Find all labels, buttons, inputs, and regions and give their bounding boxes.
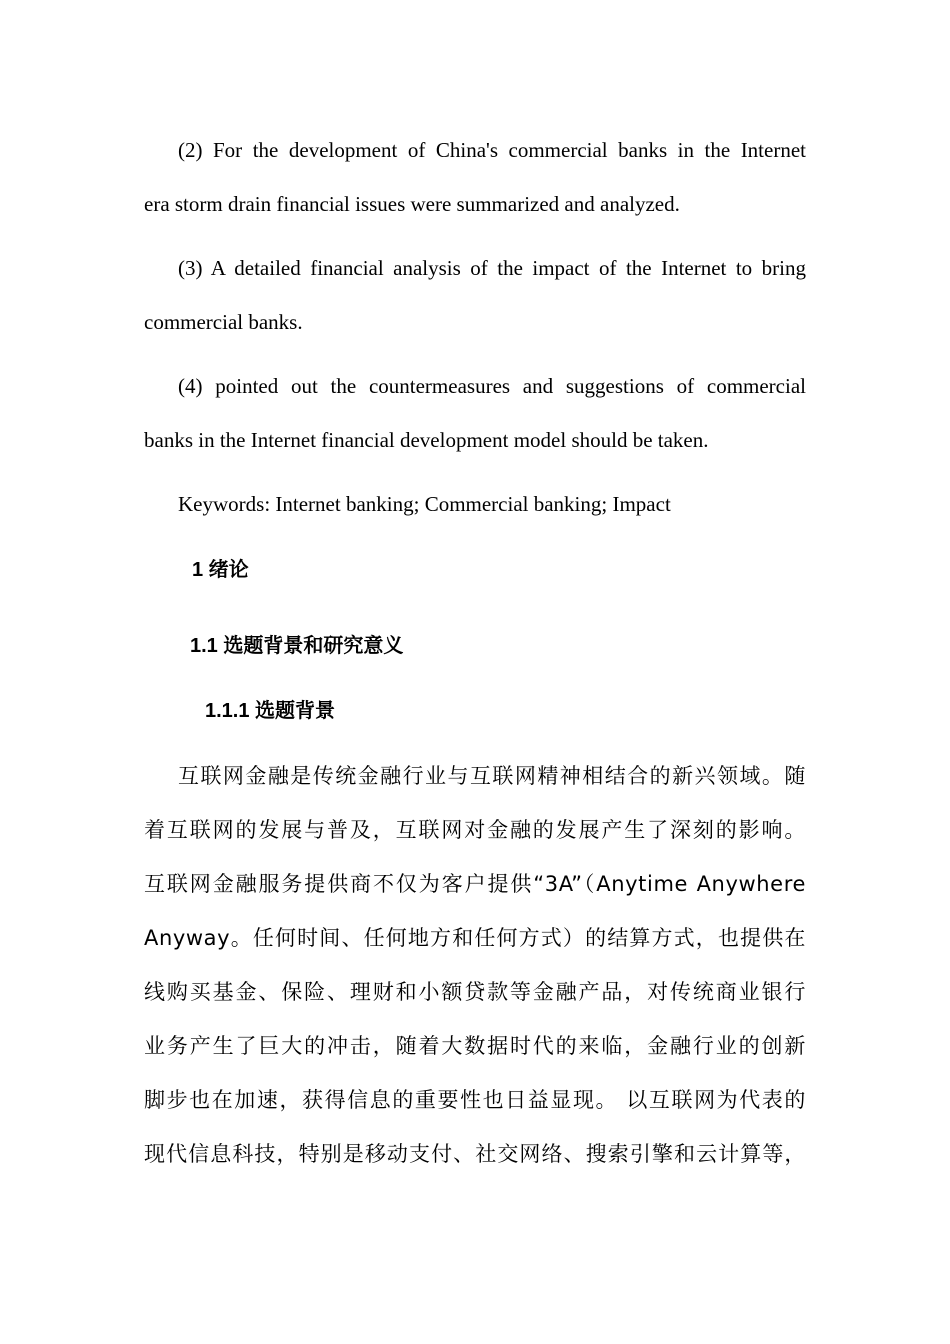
body-line-1: 互联网金融是传统金融行业与互联网精神相结合的新兴领域。随	[178, 764, 806, 788]
body-line-4: Anyway。任何时间、任何地方和任何方式）的结算方式，也提供在	[144, 926, 806, 950]
body-line-8: 现代信息科技，特别是移动支付、社交网络、搜索引擎和云计算等，	[144, 1142, 806, 1166]
paragraph-2-line-1: (2) For the development of China's commercial banks in the Internet	[178, 138, 806, 162]
body-line-7: 脚步也在加速，获得信息的重要性也日益显现。 以互联网为代表的	[144, 1088, 806, 1112]
paragraph-3-line-1: (3) A detailed financial analysis of the impact of the Internet to bring	[178, 256, 806, 280]
keywords: Keywords: Internet banking; Commercial banking; Impact	[178, 492, 671, 516]
body-line-5: 线购买基金、保险、理财和小额贷款等金融产品，对传统商业银行	[144, 980, 806, 1004]
body-line-2: 着互联网的发展与普及，互联网对金融的发展产生了深刻的影响。	[144, 818, 806, 842]
heading-1-1: 1.1 选题背景和研究意义	[190, 635, 404, 657]
paragraph-4-line-2: banks in the Internet financial development model should be taken.	[144, 428, 709, 452]
body-line-6: 业务产生了巨大的冲击，随着大数据时代的来临，金融行业的创新	[144, 1034, 806, 1058]
heading-1: 1 绪论	[192, 559, 249, 581]
heading-1-1-1: 1.1.1 选题背景	[205, 700, 336, 722]
body-line-3: 互联网金融服务提供商不仅为客户提供“3A”（Anytime Anywhere	[144, 872, 806, 896]
paragraph-3-line-2: commercial banks.	[144, 310, 303, 334]
paragraph-4-line-1: (4) pointed out the countermeasures and suggestions of commercial	[178, 374, 806, 398]
paragraph-2-line-2: era storm drain financial issues were summarized and analyzed.	[144, 192, 680, 216]
